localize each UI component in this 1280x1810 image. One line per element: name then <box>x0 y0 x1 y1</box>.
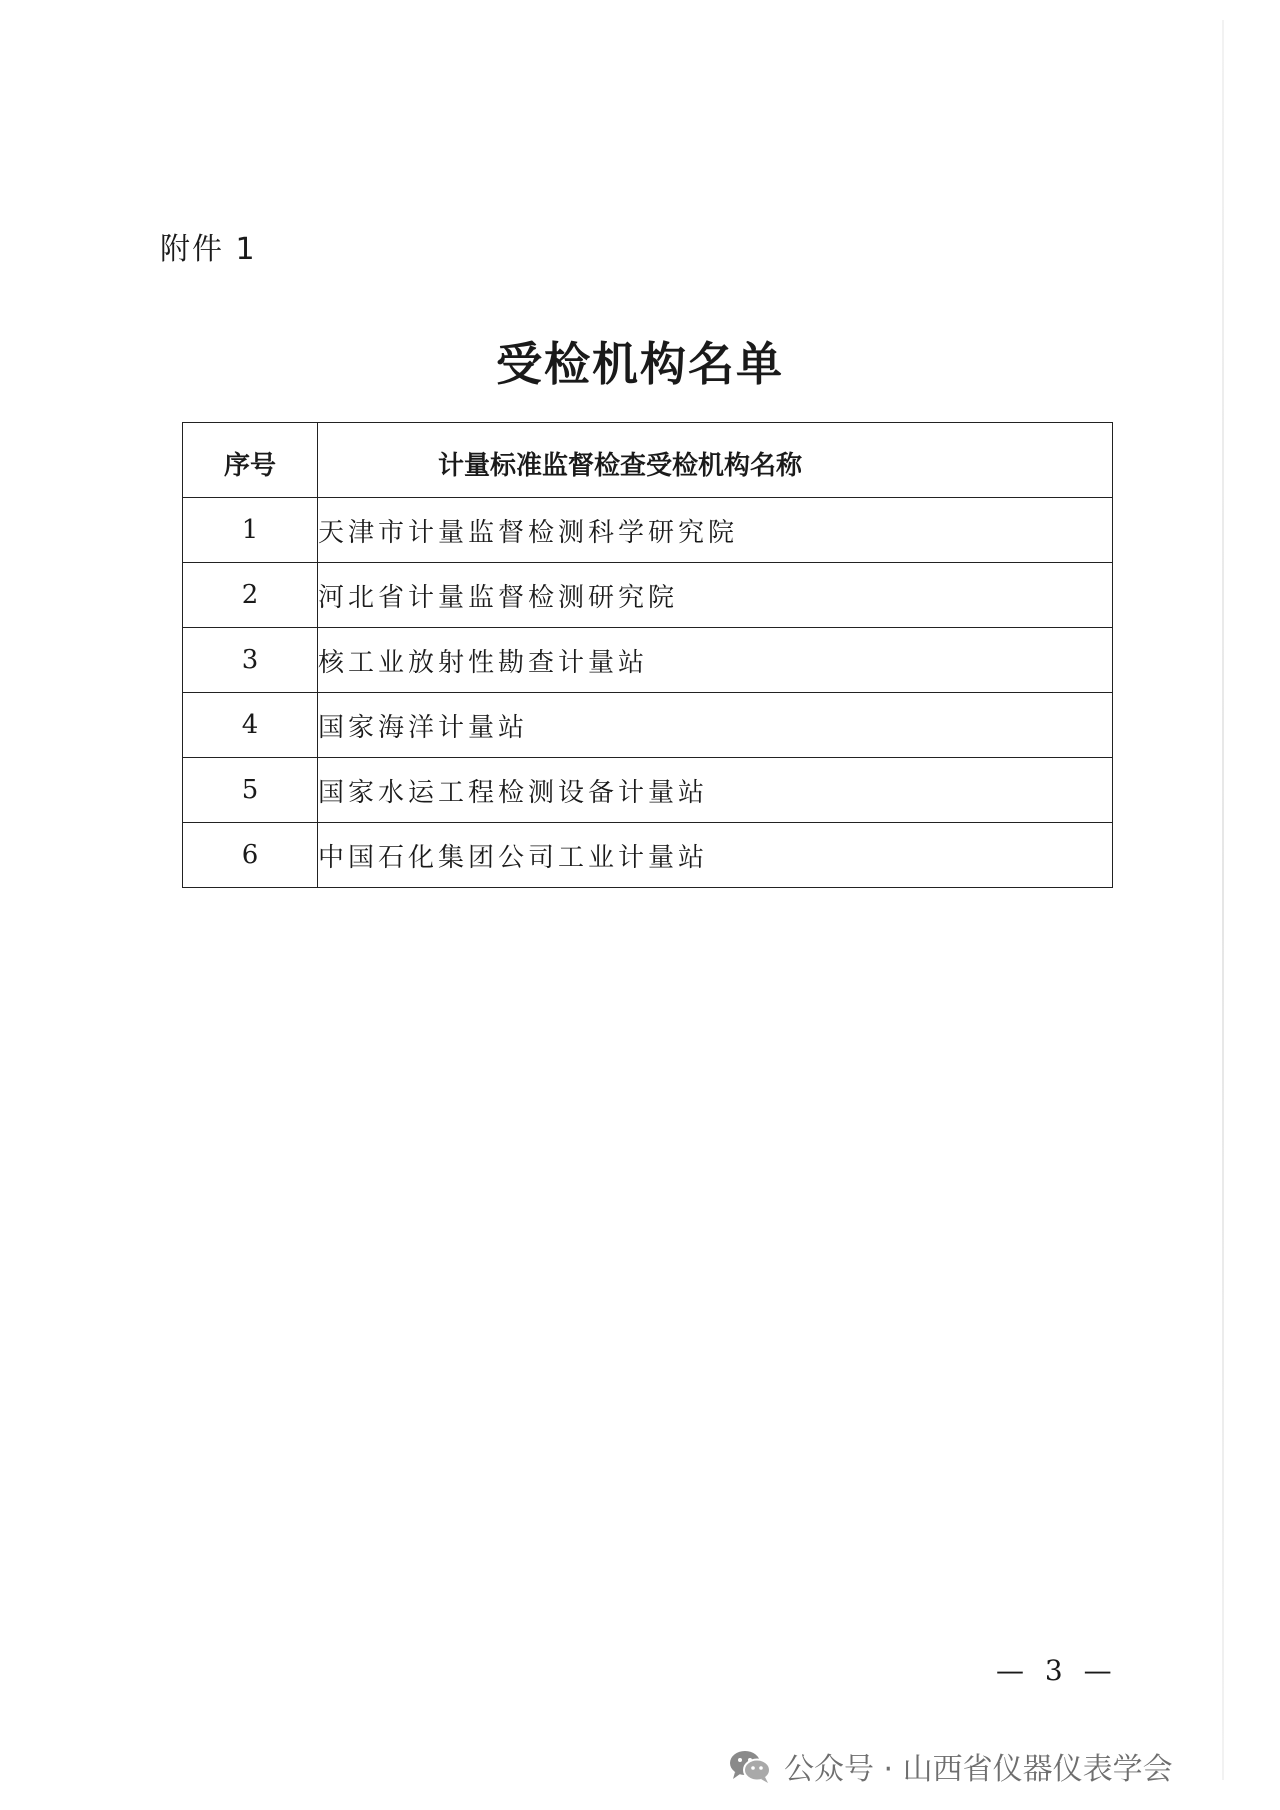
attachment-label: 附件 1 <box>160 232 257 267</box>
wechat-icon <box>726 1746 774 1786</box>
row-number: 5 <box>183 758 318 823</box>
table-row <box>183 628 1113 693</box>
scan-edge <box>1222 20 1224 1780</box>
table-header-row <box>183 423 1113 498</box>
institution-name: 中国石化集团公司工业计量站 <box>318 823 1113 888</box>
table-row <box>183 563 1113 628</box>
row-number: 1 <box>183 498 318 563</box>
page-title: 受检机构名单 <box>496 337 784 391</box>
header-name: 计量标准监督检查受检机构名称 <box>318 423 1113 498</box>
institution-table <box>182 422 1113 888</box>
page-number: — 3 — <box>996 1654 1118 1687</box>
institution-name: 河北省计量监督检测研究院 <box>318 563 1113 628</box>
institution-name: 国家水运工程检测设备计量站 <box>318 758 1113 823</box>
watermark <box>726 1744 1173 1788</box>
institution-name: 天津市计量监督检测科学研究院 <box>318 498 1113 563</box>
table-row <box>183 693 1113 758</box>
header-number: 序号 <box>183 423 318 498</box>
row-number: 4 <box>183 693 318 758</box>
table-row <box>183 498 1113 563</box>
table-row <box>183 758 1113 823</box>
watermark-text: 公众号 · 山西省仪器仪表学会 <box>784 1752 1173 1787</box>
institution-name: 核工业放射性勘查计量站 <box>318 628 1113 693</box>
row-number: 6 <box>183 823 318 888</box>
institution-name: 国家海洋计量站 <box>318 693 1113 758</box>
table-row <box>183 823 1113 888</box>
row-number: 3 <box>183 628 318 693</box>
row-number: 2 <box>183 563 318 628</box>
